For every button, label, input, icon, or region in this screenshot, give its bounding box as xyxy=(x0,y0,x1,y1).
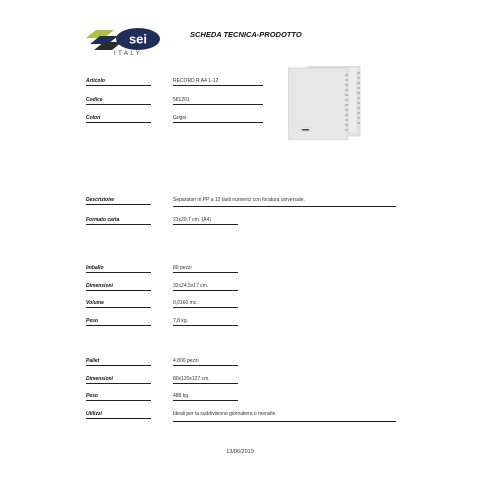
field-value: 32x24,5x17 cm. xyxy=(173,283,209,289)
divider xyxy=(173,421,396,422)
divider xyxy=(86,104,151,105)
field-label: Articolo xyxy=(86,78,105,84)
field-label: Volume xyxy=(86,300,104,306)
field-label: Descrizione xyxy=(86,197,115,203)
field-value: Ideali per la suddivisione giornaliera o mensile. xyxy=(173,411,277,417)
document-date: 13/06/2019 xyxy=(226,449,254,455)
divider xyxy=(173,104,263,105)
divider xyxy=(173,224,238,225)
divider xyxy=(173,307,238,308)
field-value: 488 kg. xyxy=(173,393,190,399)
field-value: 4.800 pezzi xyxy=(173,358,199,364)
field-label: Peso xyxy=(86,318,98,324)
field-label: Dimensioni xyxy=(86,283,113,289)
field-value: 21x29,7 cm. (A4) xyxy=(173,217,212,223)
field-value: 80 pezzi xyxy=(173,265,192,271)
divider xyxy=(173,272,238,273)
field-value: 581201 xyxy=(173,97,190,103)
index-divider-product-photo-icon xyxy=(288,66,368,140)
divider xyxy=(173,365,238,366)
field-label: Colori xyxy=(86,115,101,121)
field-label: Dimensioni xyxy=(86,376,113,382)
sei-logo xyxy=(86,24,176,68)
field-value: Separatori in PP a 12 tasti numerici con foratura universale. xyxy=(173,197,305,203)
field-value: 7,8 kg. xyxy=(173,318,189,324)
divider xyxy=(86,325,151,326)
divider xyxy=(86,365,151,366)
field-label: Codice xyxy=(86,97,103,103)
field-label: Pallet xyxy=(86,358,100,364)
divider xyxy=(86,400,151,401)
field-value: 80x120x127 cm. xyxy=(173,376,210,382)
divider xyxy=(173,400,238,401)
field-label: Utilizzi xyxy=(86,411,102,417)
divider xyxy=(173,122,263,123)
product-image xyxy=(288,66,368,140)
field-label: Formato carta xyxy=(86,217,120,223)
field-value: Grigio xyxy=(173,115,187,121)
field-label: Peso xyxy=(86,393,98,399)
divider xyxy=(86,122,151,123)
divider xyxy=(86,85,151,86)
divider xyxy=(86,290,151,291)
divider xyxy=(86,418,151,419)
divider xyxy=(173,290,238,291)
divider xyxy=(173,85,263,86)
field-value: 0,0160 mc. xyxy=(173,300,198,306)
divider xyxy=(173,206,396,207)
field-label: Imballo xyxy=(86,265,104,271)
divider xyxy=(86,307,151,308)
divider xyxy=(86,272,151,273)
logo-text: sei xyxy=(128,31,148,47)
page-title: SCHEDA TECNICA-PRODOTTO xyxy=(190,30,302,39)
divider xyxy=(173,325,238,326)
divider xyxy=(86,204,151,205)
logo-country: ITALY xyxy=(114,51,143,57)
field-value: RECORD R A4 1-12 xyxy=(173,78,219,84)
divider xyxy=(173,383,238,384)
divider xyxy=(86,224,151,225)
divider xyxy=(86,383,151,384)
